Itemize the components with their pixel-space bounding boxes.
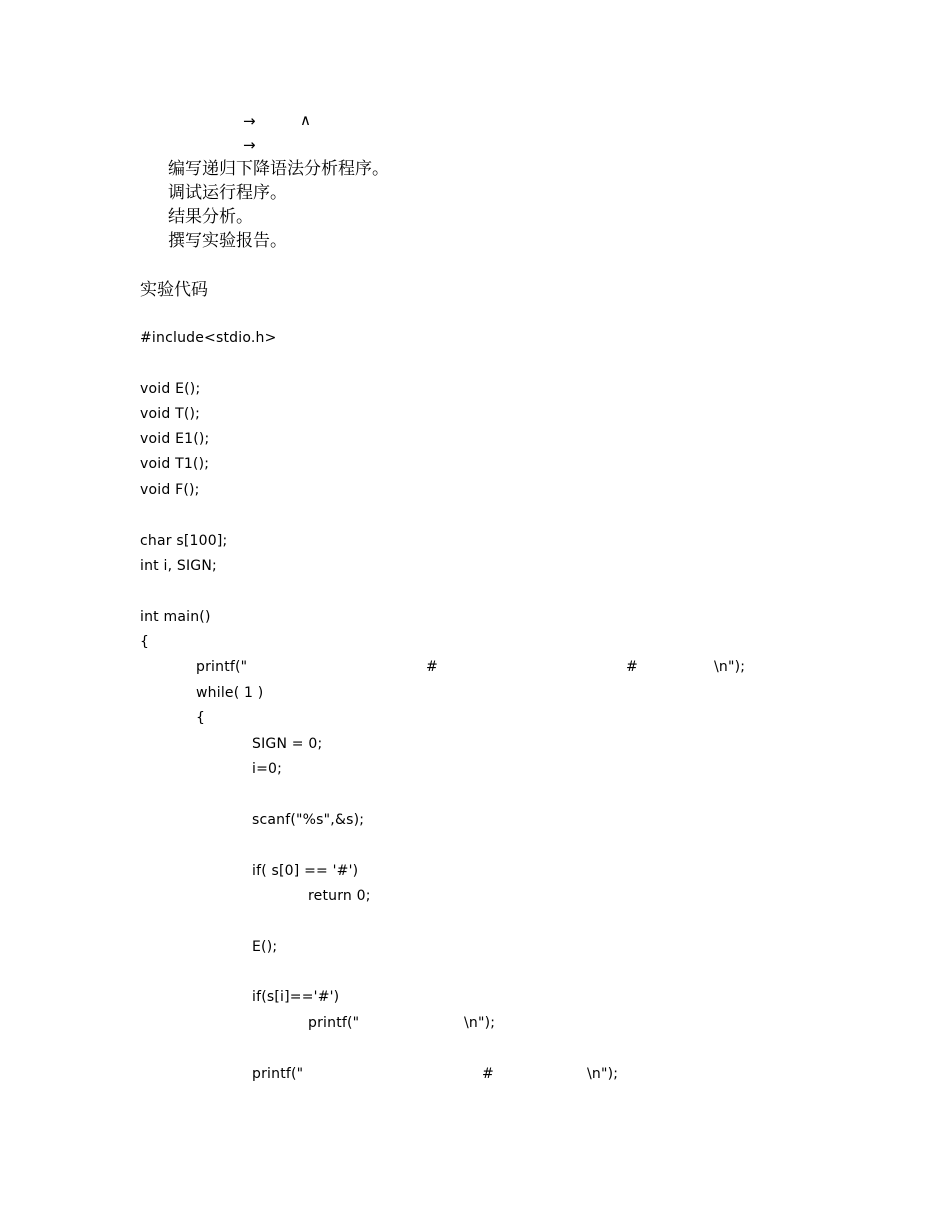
code-main-signature: int main() [140, 609, 211, 625]
grammar-wedge: ∧ [300, 111, 311, 129]
code-printf2-start: printf(" [308, 1015, 360, 1031]
code-while: while( 1 ) [196, 685, 264, 701]
code-printf3-hash: # [482, 1066, 494, 1082]
code-printf1-start: printf(" [196, 659, 248, 675]
code-scanf: scanf("%s",&s); [252, 812, 365, 828]
code-decl-e1: void E1(); [140, 431, 210, 447]
code-printf1-hash-1: # [426, 659, 438, 675]
code-var-i: int i, SIGN; [140, 558, 217, 574]
code-decl-t: void T(); [140, 406, 201, 422]
code-if-si: if(s[i]=='#') [252, 989, 340, 1005]
grammar-arrow-2: → [243, 136, 256, 154]
code-if-hash: if( s[0] == '#') [252, 863, 359, 879]
section-title: 实验代码 [140, 280, 208, 300]
step-3: 结果分析。 [168, 207, 253, 227]
code-printf2-end: \n"); [464, 1015, 496, 1031]
code-decl-t1: void T1(); [140, 456, 210, 472]
step-2: 调试运行程序。 [168, 183, 287, 203]
code-sign-assign: SIGN = 0; [252, 736, 323, 752]
code-printf1-hash-2: # [626, 659, 638, 675]
code-decl-e: void E(); [140, 381, 201, 397]
code-printf3-start: printf(" [252, 1066, 304, 1082]
code-var-s: char s[100]; [140, 533, 228, 549]
code-printf1-end: \n"); [714, 659, 746, 675]
step-4: 撰写实验报告。 [168, 231, 287, 251]
code-main-open-brace: { [140, 634, 150, 650]
step-1: 编写递归下降语法分析程序。 [168, 159, 389, 179]
code-return: return 0; [308, 888, 371, 904]
code-i-assign: i=0; [252, 761, 283, 777]
code-while-brace: { [196, 710, 206, 726]
grammar-arrow-1: → [243, 112, 256, 130]
code-decl-f: void F(); [140, 482, 200, 498]
code-call-e: E(); [252, 939, 278, 955]
code-printf3-end: \n"); [587, 1066, 619, 1082]
code-include: #include<stdio.h> [140, 330, 277, 346]
